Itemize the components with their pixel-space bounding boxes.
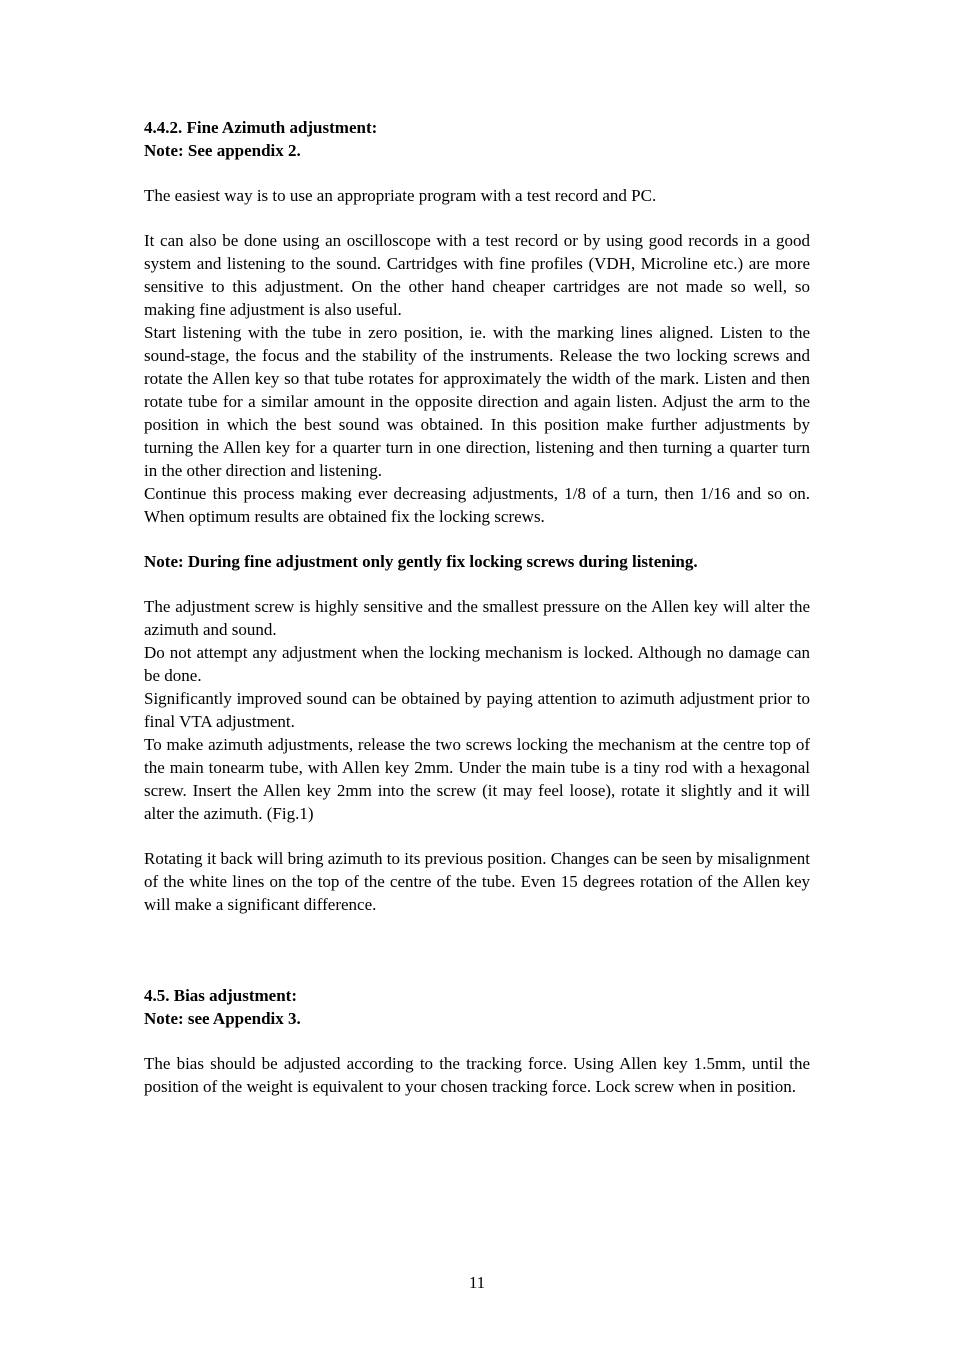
page-number: 11: [468, 1273, 486, 1292]
spacer: [144, 916, 810, 984]
bold-note: Note: During fine adjustment only gently fix locking screws during listening.: [144, 552, 698, 571]
spacer: [144, 825, 810, 847]
paragraph: The bias should be adjusted according to the tracking force. Using Allen key 1.5mm, until the position of the weight is equivalent to your chosen tracking force. Lock screw when in position.: [144, 1054, 810, 1096]
paragraph: Continue this process making ever decreasing adjustments, 1/8 of a turn, then 1/16 and so on. When optimum results are obtained fix the locking screws.: [144, 484, 810, 526]
spacer: [144, 207, 810, 229]
spacer: [144, 1030, 810, 1052]
paragraph: It can also be done using an oscilloscope with a test record or by using good records in a good system and listening to the sound. Cartridges with fine profiles (VDH, Microline etc.) are more sensitive to this adjustment. On the other hand cheaper cartridges are not made so well, so making fine adjustment is also useful.: [144, 231, 810, 319]
paragraph: Significantly improved sound can be obtained by paying attention to azimuth adjustment prior to final VTA adjustment.: [144, 689, 810, 731]
paragraph: Start listening with the tube in zero position, ie. with the marking lines aligned. Listen to the sound-stage, the focus and the stability of the instruments. Release the two locking screws and rotate the Allen key so that tube rotates for approximately the width of the mark. Listen and then rotate tube for a similar amount in the opposite direction and again listen. Adjust the arm to the position in which the best sound was obtained. In this position make further adjustments by turning the Allen key for a quarter turn in one direction, listening and then turning a quarter turn in the other direction and listening.: [144, 323, 810, 480]
paragraph: Rotating it back will bring azimuth to its previous position. Changes can be seen by misalignment of the white lines on the top of the centre of the tube. Even 15 degrees rotation of the Allen key will make a significant difference.: [144, 849, 810, 914]
section-heading-bias-adjustment: 4.5. Bias adjustment:: [144, 986, 298, 1005]
paragraph: Do not attempt any adjustment when the locking mechanism is locked. Although no damage can be done.: [144, 643, 810, 685]
paragraph: The adjustment screw is highly sensitive and the smallest pressure on the Allen key will alter the azimuth and sound.: [144, 597, 810, 639]
document-page: [144, 116, 810, 1098]
paragraph: To make azimuth adjustments, release the two screws locking the mechanism at the centre top of the main tonearm tube, with Allen key 2mm. Under the main tube is a tiny rod with a hexagonal screw. Insert the Allen key 2mm into the screw (it may feel loose), rotate it slightly and it will alter the azimuth. (Fig.1): [144, 735, 810, 823]
spacer: [144, 528, 810, 550]
spacer: [144, 573, 810, 595]
section-note-appendix-3: Note: see Appendix 3.: [144, 1009, 301, 1028]
section-heading-fine-azimuth: 4.4.2. Fine Azimuth adjustment:: [144, 118, 378, 137]
paragraph: The easiest way is to use an appropriate program with a test record and PC.: [144, 186, 657, 205]
section-note-appendix-2: Note: See appendix 2.: [144, 141, 301, 160]
spacer: [144, 162, 810, 184]
